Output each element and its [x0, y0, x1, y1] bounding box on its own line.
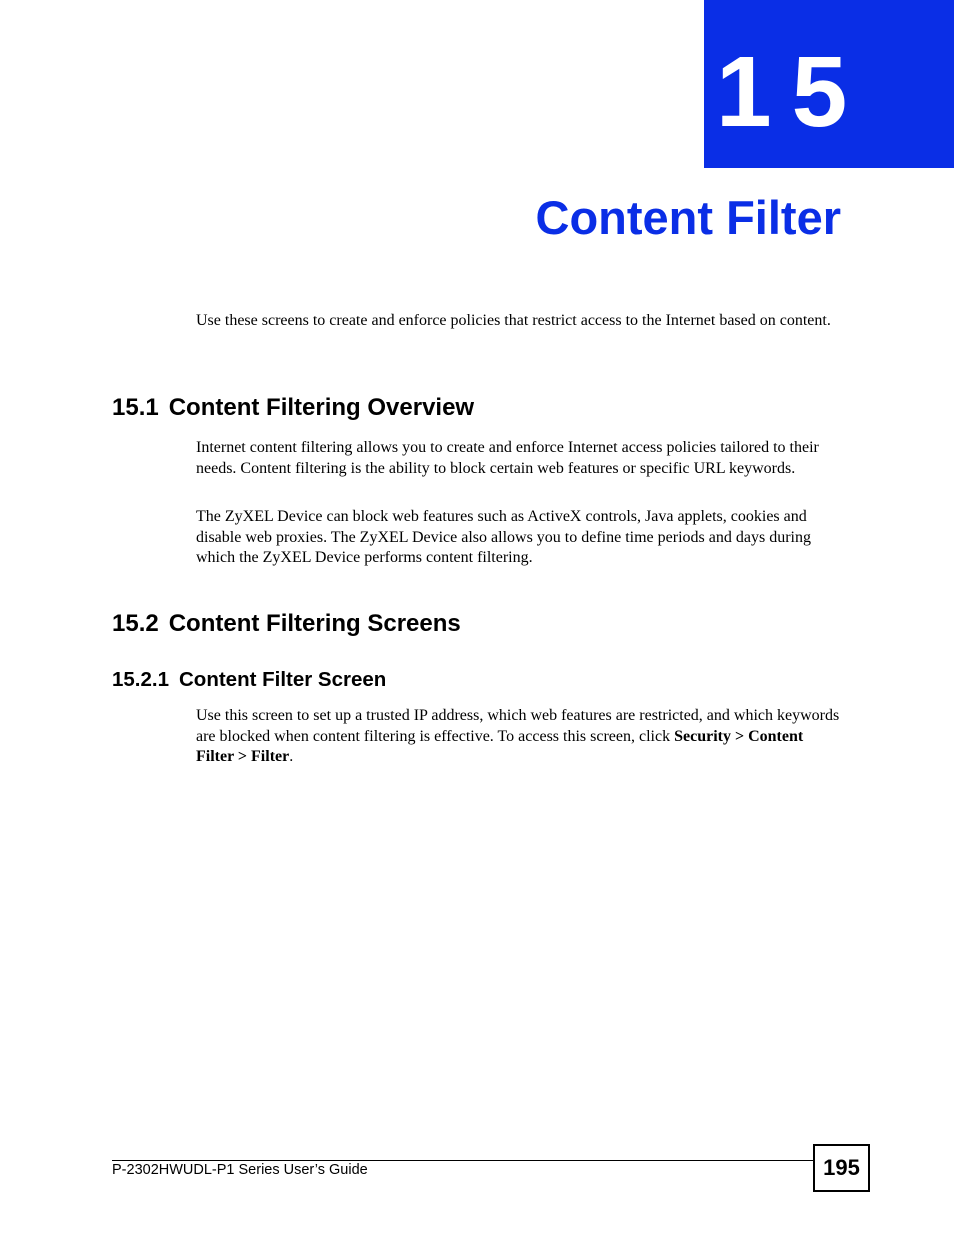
page-number: 195 — [813, 1144, 870, 1192]
paragraph-end: . — [289, 748, 294, 765]
chapter-title: Content Filter — [535, 191, 841, 244]
paragraph-text: Use this screen to set up a trusted IP address, which web features are restricted, and which keywords are blocked when content filtering is effective. To access this screen, click — [196, 707, 840, 745]
overview-paragraph-1: Internet content filtering allows you to create and enforce Internet access policies tailored to their needs. Content filtering is the ability to block certain web features or specific URL keywords. — [196, 439, 819, 477]
footer-guide-title: P-2302HWUDL-P1 Series User’s Guide — [112, 1162, 368, 1178]
content-filter-screen-paragraph — [196, 706, 844, 768]
subsection-heading-content-filter-screen — [112, 669, 386, 692]
section-title: Content Filtering Overview — [168, 394, 475, 421]
footer-rule — [112, 1160, 814, 1161]
section-number: 15.2 — [112, 610, 159, 637]
section-heading-overview — [112, 395, 474, 421]
section-title: Content Filtering Screens — [168, 610, 461, 637]
intro-paragraph: Use these screens to create and enforce policies that restrict access to the Internet based on content. — [196, 312, 831, 329]
section-number: 15.1 — [112, 394, 159, 421]
subsection-number: 15.2.1 — [112, 668, 169, 691]
menu-path: Security > Content Filter > Filter — [196, 727, 804, 765]
section-heading-screens — [112, 611, 461, 637]
overview-paragraph-2: The ZyXEL Device can block web features such as ActiveX controls, Java applets, cookies and disable web proxies. The ZyXEL Device also allows you to define time periods and days during which the ZyXEL Device performs content filtering. — [196, 508, 811, 566]
chapter-number: 15 — [716, 36, 868, 148]
subsection-title: Content Filter Screen — [179, 668, 387, 691]
